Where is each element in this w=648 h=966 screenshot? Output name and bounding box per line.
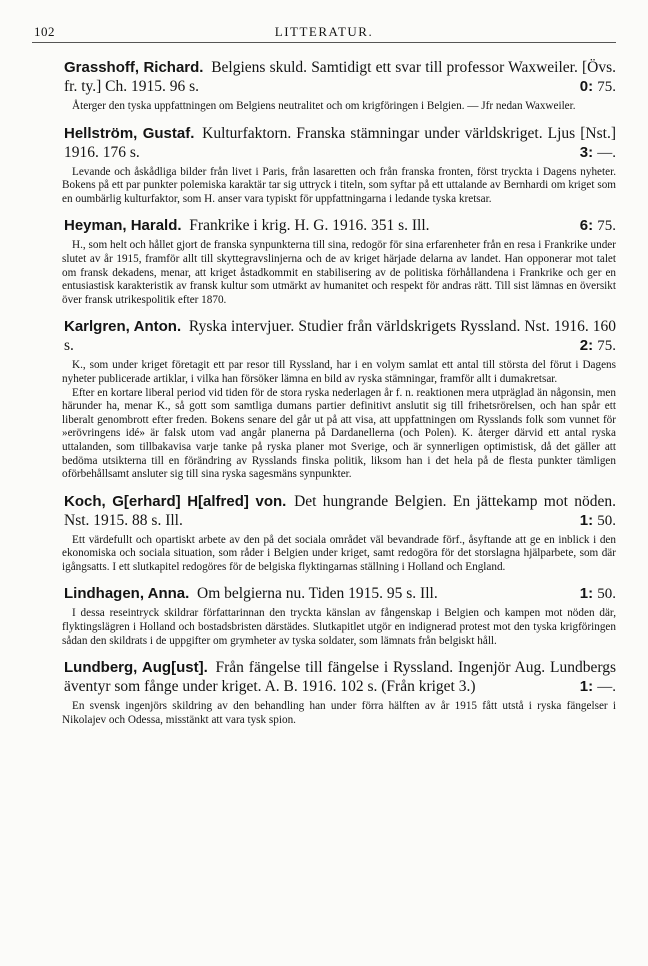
entry-title: Om belgierna nu. Tiden 1915. 95 s. Ill. <box>197 585 438 603</box>
entry-price <box>580 677 616 697</box>
entry-author: Lindhagen, Anna. <box>64 585 190 603</box>
page-number: 102 <box>34 24 55 39</box>
bibliography-entry <box>64 584 616 648</box>
entry-heading <box>64 216 616 235</box>
price-ore: 50. <box>597 586 616 603</box>
bibliography-list <box>64 58 616 737</box>
price-ore: 75. <box>597 218 616 235</box>
bibliography-entry <box>64 216 616 307</box>
price-crowns: 1: <box>579 585 594 603</box>
entry-description: Ett värdefullt och opartiskt arbete av den på det sociala området väl bevandrade förf., åsyftande att ge en inblick i den ekonomiska och sociala situation, som råder i Belgien under kriget, samt redogöra för det storslagna hjälparbete, som där igångsatts. I ett slutkapitel redogöres för de belgiska flyktingarnas ställning i Holland och England. <box>62 533 616 573</box>
entry-author: Lundberg, Aug[ust]. <box>64 659 208 677</box>
entry-heading <box>64 658 616 696</box>
entry-description: En svensk ingenjörs skildring av den behandling han under förra hälften av år 1915 fått utstå i ryska fängelser i Nikolajev och Odessa, misstänkt att vara tysk spion. <box>62 700 616 726</box>
page-header <box>32 22 616 44</box>
entry-price <box>580 336 616 356</box>
entry-heading <box>64 317 616 355</box>
price-crowns: 3: <box>579 143 594 161</box>
entry-heading <box>64 584 616 603</box>
entry-title: Kulturfaktorn. Franska stämningar under världskriget. Ljus [Nst.] 1916. 176 s. <box>64 124 616 161</box>
price-ore: 50. <box>597 512 616 529</box>
entry-heading <box>64 124 616 162</box>
entry-description: H., som helt och hållet gjort de franska synpunkterna till sina, redogör för sina erfarenheter från en resa i Frankrike under slutet av år 1915, framför allt till skyttegravslinjerna och de av kriget härjade delarna av landet. Han opponerar mot talet om fransk dekadens, menar, att kriget åstadkommit en stabilisering av de politiska förhållandena i Frankrike och ger en entusiastisk karakteristik av fransk kultur som utmärkt av humanitet och respekt för andras rätt. Till sist lämnas en översikt över fransk utrikespolitik efter 1870. <box>62 239 616 306</box>
price-crowns: 0: <box>579 78 594 95</box>
entry-title: Det hungrande Belgien. En jättekamp mot nöden. Nst. 1915. 88 s. Ill. <box>64 492 616 529</box>
price-ore: —. <box>597 679 616 696</box>
price-ore: —. <box>597 144 616 161</box>
bibliography-entry <box>64 492 616 575</box>
entry-author: Karlgren, Anton. <box>64 318 182 336</box>
entry-author: Grasshoff, Richard. <box>64 59 204 76</box>
entry-author: Koch, G[erhard] H[alfred] von. <box>64 492 287 510</box>
price-ore: 75. <box>597 79 616 95</box>
running-title: LITTERATUR. <box>274 24 374 39</box>
entry-title: Från fängelse till fängelse i Ryssland. Ingenjör Aug. Lundbergs äventyr som fånge under kriget. A. B. 1916. 102 s. (Från kriget 3.) <box>64 659 616 696</box>
entry-description: Efter en kortare liberal period vid tiden för de stora ryska nederlagen år f. n. reaktionen mera utpräglad än någonsin, men härunder ha, menar K., så gott som samtliga dumans partier definitivt anslutit sig till frihetsrörelsen, och han spår ett liberalt genombrott efter freden. Bokens senare del går ut på att visa, att uppfattningen om Rysslands folk som vunnet för »erövringens idé» är falsk utom vad angår planerna på Dardanellerna (och Polen). K. återger därvid ett antal ryska uttalanden, som tillbakavisa varje tanke på ryska planer mot Sverige, och är synnerligen optimistisk, då det gäller att bedöma utsikterna till en förändring av Rysslands finska politik, liksom han i det hela på de flesta punkter tämligen oförbehållsamt ansluter sig till sina ryska sagesmäns synpunkter. <box>62 386 616 481</box>
entry-title: Belgiens skuld. Samtidigt ett svar till professor Waxweiler. [Övs. fr. ty.] Ch. 1915. 96 s. <box>64 59 616 95</box>
entry-description: K., som under kriget företagit ett par resor till Ryssland, har i en volym samlat ett antal till största del förut i Dagens nyheter publicerade artiklar, i vilka han försöker lämna en bild av ryska stämningar, framför allt i dumakretsar. <box>62 359 616 385</box>
price-crowns: 6: <box>579 217 594 235</box>
entry-description: Levande och åskådliga bilder från livet i Paris, från lasaretten och från franska fronten, först tryckta i Dagens nyheter. Bokens på ett par punkter polemiska karaktär tar sig uttryck i titeln, som syftar på ett uttalande av Bernhardi om kriget som en oumbärlig kulturfaktor, som H. anser vara typiskt för uppfattningarna i ledande tyska kretsar. <box>62 165 616 205</box>
entry-title: Ryska intervjuer. Studier från världskrigets Ryssland. Nst. 1916. 160 s. <box>64 318 616 355</box>
entry-price <box>580 143 616 163</box>
entry-price <box>580 216 616 236</box>
entry-author: Hellström, Gustaf. <box>64 124 195 142</box>
entry-author: Heyman, Harald. <box>64 217 182 235</box>
bibliography-entry <box>64 317 616 481</box>
entry-price <box>580 511 616 531</box>
bibliography-entry <box>64 658 616 727</box>
header-rule <box>32 42 616 43</box>
entry-price <box>580 77 616 97</box>
bibliography-entry <box>64 58 616 114</box>
entry-heading <box>64 492 616 530</box>
price-ore: 75. <box>597 338 616 355</box>
entry-description: I dessa reseintryck skildrar författarinnan den tryckta känslan av fångenskap i Belgien och kampen mot nöden där, flyktingslägren i Holland och bostadsbristen därstädes. Slutkapitlet utgör en indignerad protest mot den tyska krigföringen sådan den skildrats i de uppgifter om grymheter av tyska soldater, som lämnats från belgiskt håll. <box>62 607 616 647</box>
entry-title: Frankrike i krig. H. G. 1916. 351 s. Ill. <box>189 217 430 235</box>
price-crowns: 1: <box>579 678 594 696</box>
entry-price <box>580 584 616 604</box>
entry-description: Återger den tyska uppfattningen om Belgiens neutralitet och om krigföringen i Belgien. — Jfr nedan Waxweiler. <box>72 100 576 112</box>
entry-heading <box>64 58 616 96</box>
bibliography-entry <box>64 124 616 207</box>
price-crowns: 1: <box>579 511 594 529</box>
price-crowns: 2: <box>579 337 594 355</box>
